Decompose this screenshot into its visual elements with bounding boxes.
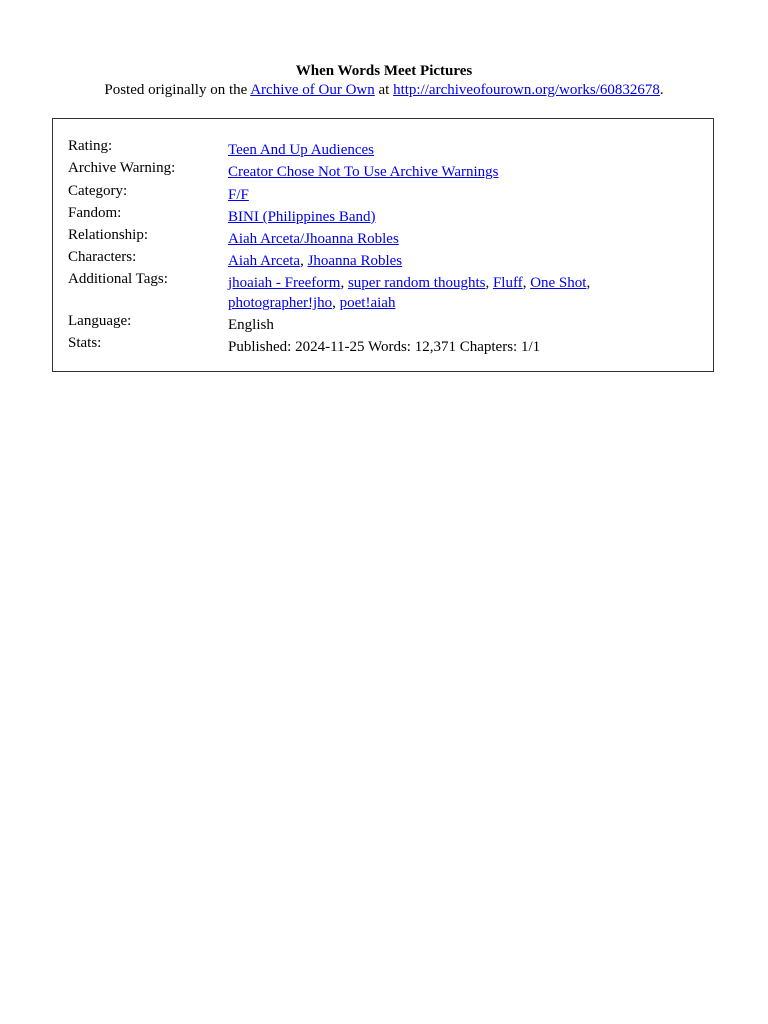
- work-url-link[interactable]: http://archiveofourown.org/works/60832678: [393, 82, 660, 98]
- work-title: When Words Meet Pictures: [295, 63, 473, 79]
- language-value: English: [228, 317, 274, 333]
- relationship-label: Relationship:: [68, 227, 148, 243]
- characters-value: [228, 251, 698, 271]
- character-link[interactable]: Jhoanna Robles: [307, 253, 403, 269]
- stats-label: Stats:: [68, 335, 102, 351]
- separator: ,: [300, 253, 308, 269]
- rating-value: [228, 140, 698, 160]
- rating-label: Rating:: [68, 138, 113, 154]
- tag-link[interactable]: photographer!jho: [228, 295, 333, 311]
- tags-value: [228, 273, 698, 313]
- metadata-box: [52, 118, 714, 372]
- relationship-link[interactable]: Aiah Arceta/Jhoanna Robles: [228, 231, 399, 247]
- category-value: [228, 185, 698, 205]
- warning-link[interactable]: Creator Chose Not To Use Archive Warnings: [228, 164, 499, 180]
- language-label: Language:: [68, 313, 132, 329]
- separator: ,: [586, 275, 591, 291]
- warning-label: Archive Warning:: [68, 160, 176, 176]
- character-link[interactable]: Aiah Arceta: [228, 253, 301, 269]
- tag-link[interactable]: jhoaiah - Freeform: [228, 275, 341, 291]
- fandom-link[interactable]: BINI (Philippines Band): [228, 209, 376, 225]
- category-label: Category:: [68, 183, 128, 199]
- separator: ,: [485, 275, 493, 291]
- posted-line: [0, 81, 768, 100]
- work-header: [0, 62, 768, 100]
- relationship-value: [228, 229, 698, 249]
- tag-link[interactable]: Fluff: [492, 275, 523, 291]
- posted-prefix: Posted originally on the: [104, 82, 251, 98]
- tag-link[interactable]: poet!aiah: [339, 295, 396, 311]
- stats-value: Published: 2024-11-25 Words: 12,371 Chapters: 1/1: [228, 339, 541, 355]
- characters-label: Characters:: [68, 249, 137, 265]
- fandom-label: Fandom:: [68, 205, 122, 221]
- separator: ,: [332, 295, 340, 311]
- end-period: .: [659, 82, 664, 98]
- rating-link[interactable]: Teen And Up Audiences: [228, 142, 375, 158]
- tag-link[interactable]: One Shot: [530, 275, 587, 291]
- separator: ,: [340, 275, 348, 291]
- separator: ,: [522, 275, 531, 291]
- archive-link[interactable]: Archive of Our Own: [250, 82, 375, 98]
- tags-label: Additional Tags:: [68, 271, 168, 287]
- tag-link[interactable]: super random thoughts: [347, 275, 486, 291]
- category-link[interactable]: F/F: [228, 187, 249, 203]
- at-text: at: [374, 82, 394, 98]
- warning-value: [228, 162, 698, 182]
- fandom-value: [228, 207, 698, 227]
